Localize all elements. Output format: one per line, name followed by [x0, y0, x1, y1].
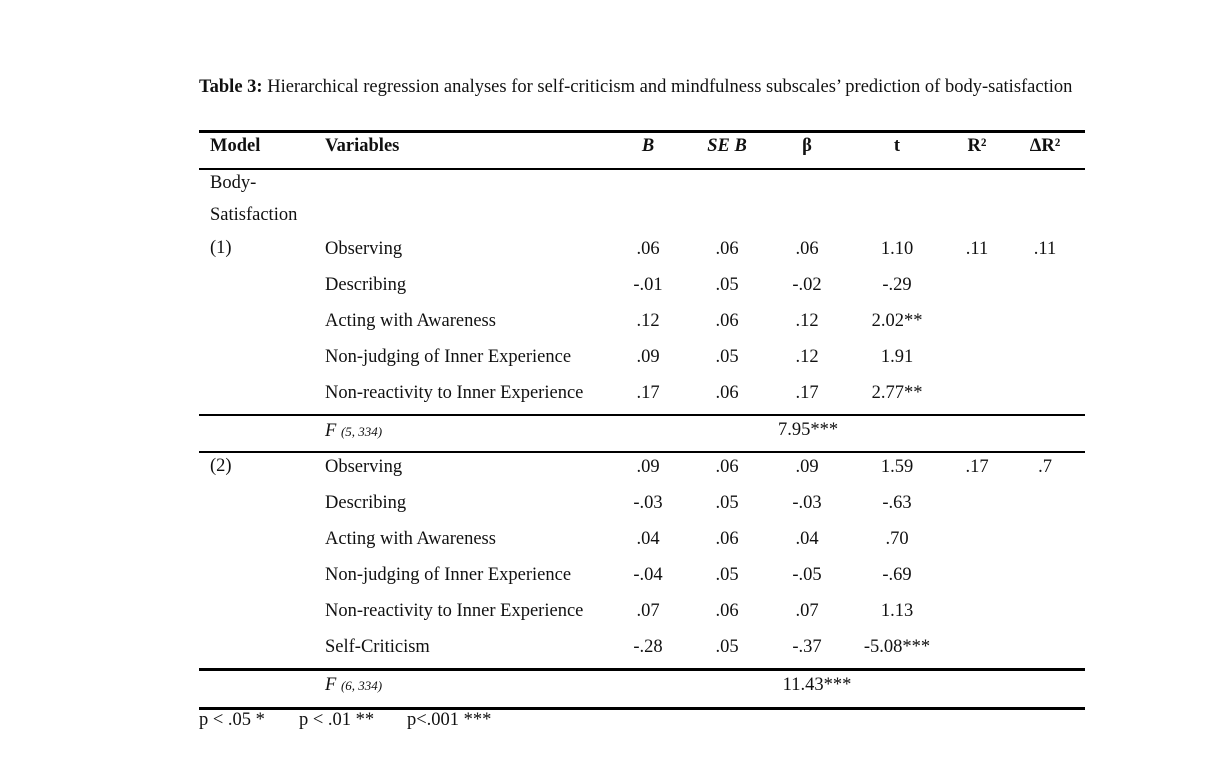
f-label: F — [325, 421, 337, 441]
se-b-cell: .05 — [715, 347, 739, 367]
b-cell: .09 — [636, 457, 660, 477]
outcome-line1: Body- — [210, 173, 257, 193]
model2-label: (2) — [210, 456, 232, 476]
header-t: t — [893, 136, 901, 156]
variable-cell: Self-Criticism — [325, 637, 430, 657]
se-b-cell: .05 — [715, 275, 739, 295]
beta-cell: -.37 — [792, 637, 822, 657]
top-rule — [199, 130, 1085, 133]
b-cell: .12 — [636, 311, 660, 331]
note-p05: p < .05 * — [199, 710, 265, 730]
se-b-cell: .06 — [715, 529, 739, 549]
se-b-cell: .05 — [715, 565, 739, 585]
t-cell: 2.02** — [871, 311, 923, 331]
t-cell: 1.91 — [880, 347, 914, 367]
f-df: (6, 334) — [340, 678, 383, 693]
beta-cell: .04 — [795, 529, 819, 549]
variable-cell: Acting with Awareness — [325, 529, 496, 549]
beta-cell: .17 — [795, 383, 819, 403]
model2-f-top-rule — [199, 668, 1085, 671]
header-b: B — [641, 136, 655, 156]
variable-cell: Non-judging of Inner Experience — [325, 347, 572, 367]
header-se-b: SE B — [707, 136, 747, 156]
model1-label: (1) — [210, 238, 232, 258]
beta-cell: -.02 — [792, 275, 822, 295]
header-rule — [199, 168, 1085, 170]
b-cell: -.04 — [633, 565, 663, 585]
b-cell: .09 — [636, 347, 660, 367]
model1-f-stat — [325, 420, 382, 443]
model2-f-value: 11.43*** — [782, 675, 852, 695]
r2-cell: .11 — [965, 239, 989, 259]
header-delta-r2: ΔR² — [1029, 136, 1061, 156]
t-cell: 2.77** — [871, 383, 923, 403]
t-cell: 1.13 — [880, 601, 914, 621]
note-p01: p < .01 ** — [299, 710, 375, 730]
b-cell: .04 — [636, 529, 660, 549]
f-label: F — [325, 675, 337, 695]
b-cell: -.28 — [633, 637, 663, 657]
delta-r2-cell: .11 — [1033, 239, 1057, 259]
variable-cell: Observing — [325, 457, 403, 477]
variable-cell: Non-reactivity to Inner Experience — [325, 383, 584, 403]
se-b-cell: .05 — [715, 493, 739, 513]
delta-r2-cell: .7 — [1038, 457, 1052, 477]
t-cell: 1.10 — [880, 239, 914, 259]
beta-cell: -.03 — [792, 493, 822, 513]
beta-cell: .12 — [795, 347, 819, 367]
model2-f-stat — [325, 674, 382, 697]
t-cell: 1.59 — [880, 457, 914, 477]
f-df: (5, 334) — [340, 424, 383, 439]
b-cell: -.01 — [633, 275, 663, 295]
se-b-cell: .06 — [715, 601, 739, 621]
caption-text: Hierarchical regression analyses for self-criticism and mindfulness subscales’ prediction of body-satisfaction — [262, 77, 1073, 97]
note-p001: p<.001 *** — [407, 710, 492, 730]
t-cell: .70 — [885, 529, 909, 549]
variable-cell: Acting with Awareness — [325, 311, 496, 331]
header-variables: Variables — [325, 136, 400, 156]
caption-label: Table 3: — [199, 77, 263, 97]
b-cell: .17 — [636, 383, 660, 403]
model1-f-top-rule — [199, 414, 1085, 416]
t-cell: -.29 — [882, 275, 912, 295]
beta-cell: .06 — [795, 239, 819, 259]
model1-bottom-rule — [199, 451, 1085, 453]
header-r2: R² — [967, 136, 987, 156]
beta-cell: -.05 — [792, 565, 822, 585]
se-b-cell: .06 — [715, 239, 739, 259]
variable-cell: Describing — [325, 275, 407, 295]
variable-cell: Non-judging of Inner Experience — [325, 565, 572, 585]
t-cell: -5.08*** — [863, 637, 931, 657]
variable-cell: Describing — [325, 493, 407, 513]
header-beta: β — [802, 136, 812, 156]
beta-cell: .09 — [795, 457, 819, 477]
b-cell: .06 — [636, 239, 660, 259]
variable-cell: Observing — [325, 239, 403, 259]
b-cell: .07 — [636, 601, 660, 621]
variable-cell: Non-reactivity to Inner Experience — [325, 601, 584, 621]
beta-cell: .12 — [795, 311, 819, 331]
t-cell: -.63 — [882, 493, 912, 513]
b-cell: -.03 — [633, 493, 663, 513]
model1-f-value: 7.95*** — [777, 420, 839, 440]
header-model: Model — [210, 136, 261, 156]
outcome-line2: Satisfaction — [210, 205, 298, 225]
r2-cell: .17 — [965, 457, 989, 477]
table-caption — [199, 77, 1072, 98]
se-b-cell: .06 — [715, 457, 739, 477]
beta-cell: .07 — [795, 601, 819, 621]
se-b-cell: .06 — [715, 383, 739, 403]
t-cell: -.69 — [882, 565, 912, 585]
se-b-cell: .06 — [715, 311, 739, 331]
se-b-cell: .05 — [715, 637, 739, 657]
